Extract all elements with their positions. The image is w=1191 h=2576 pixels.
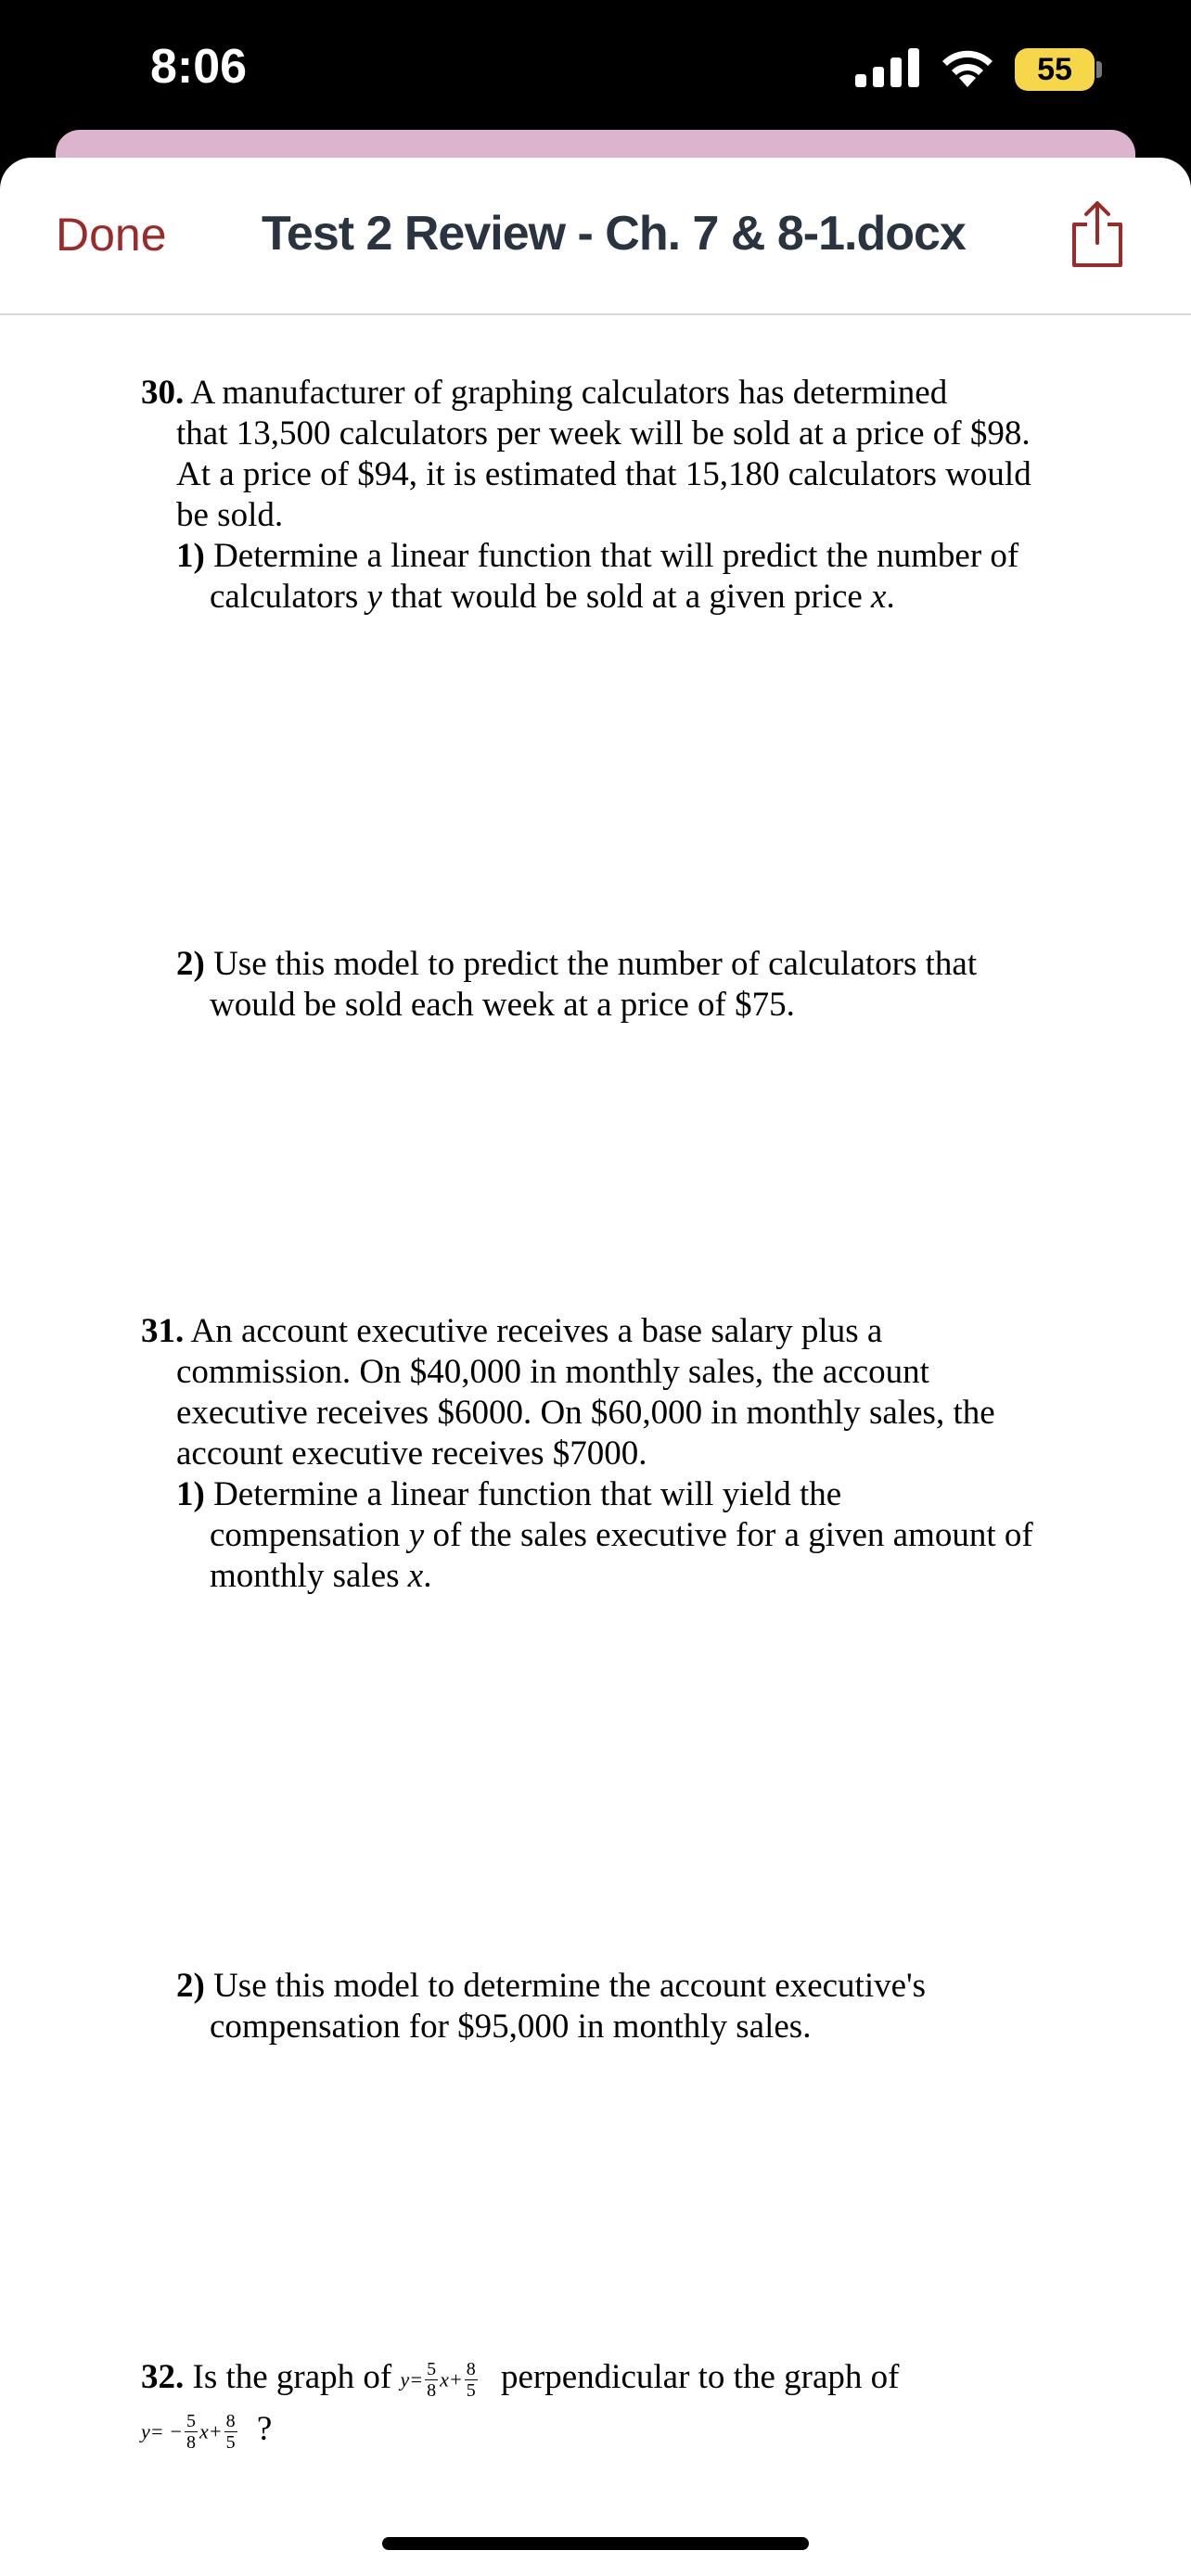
done-button[interactable]: Done: [56, 209, 167, 261]
q31-line-1: 31. An account executive receives a base salary plus a: [141, 1312, 883, 1350]
q32-line-2: y= − $\frac{5}{8}$ x+ $\frac{8}{5}$ ?: [141, 2410, 273, 2454]
q31-part2-line-1: 2) Use this model to determine the account executive's: [176, 1967, 927, 2005]
q31-line-4: account executive receives $7000.: [176, 1435, 647, 1473]
q30-part1-line-1: 1) Determine a linear function that will predict the number of: [176, 537, 1019, 575]
home-indicator[interactable]: [382, 2537, 809, 2550]
q31-part1-line-3: monthly sales x.: [210, 1557, 432, 1595]
q32-line-1: 32. Is the graph of y= $\frac{5}{8}$ x+ $\frac{8}{5}$ perpendicular to the graph of: [141, 2358, 900, 2402]
q31-number: 31.: [141, 1312, 185, 1350]
q31-part2-line-2: compensation for $95,000 in monthly sales.: [210, 2008, 812, 2046]
share-icon[interactable]: [1069, 198, 1126, 269]
status-bar: [0, 0, 1191, 148]
wifi-icon: [939, 43, 996, 89]
q32-number: 32.: [141, 2358, 185, 2396]
status-time: 8:06: [150, 40, 248, 94]
cellular-signal-icon: [855, 48, 922, 87]
q30-line-4: be sold.: [176, 496, 284, 534]
battery-tip: [1096, 61, 1102, 78]
q30-part1-line-2: calculators y that would be sold at a given price x.: [210, 578, 895, 616]
q31-part1-line-1: 1) Determine a linear function that will yield the: [176, 1475, 842, 1513]
navigation-bar: [0, 158, 1191, 315]
q31-line-3: executive receives $6000. On $60,000 in monthly sales, the: [176, 1394, 995, 1432]
q32-equation-1: y= $\frac{5}{8}$ x+ $\frac{8}{5}$: [400, 2359, 476, 2402]
q30-line-1: 30. A manufacturer of graphing calculators has determined: [141, 374, 948, 412]
document-title: Test 2 Review - Ch. 7 & 8-1.docx: [262, 207, 966, 261]
q30-number: 30.: [141, 374, 185, 412]
q31-line-2: commission. On $40,000 in monthly sales, the account: [176, 1353, 929, 1391]
q30-line-3: At a price of $94, it is estimated that 15,180 calculators would: [176, 455, 1031, 493]
q30-part2-line-2: would be sold each week at a price of $75.: [210, 986, 795, 1024]
q31-part1-line-2: compensation y of the sales executive for a given amount of: [210, 1516, 1033, 1554]
q32-equation-2: y= − $\frac{5}{8}$ x+ $\frac{8}{5}$: [141, 2411, 236, 2454]
battery-indicator: 55: [1015, 48, 1095, 91]
q30-part2-line-1: 2) Use this model to predict the number of calculators that: [176, 945, 978, 983]
q30-line-2: that 13,500 calculators per week will be sold at a price of $98.: [176, 414, 1031, 453]
